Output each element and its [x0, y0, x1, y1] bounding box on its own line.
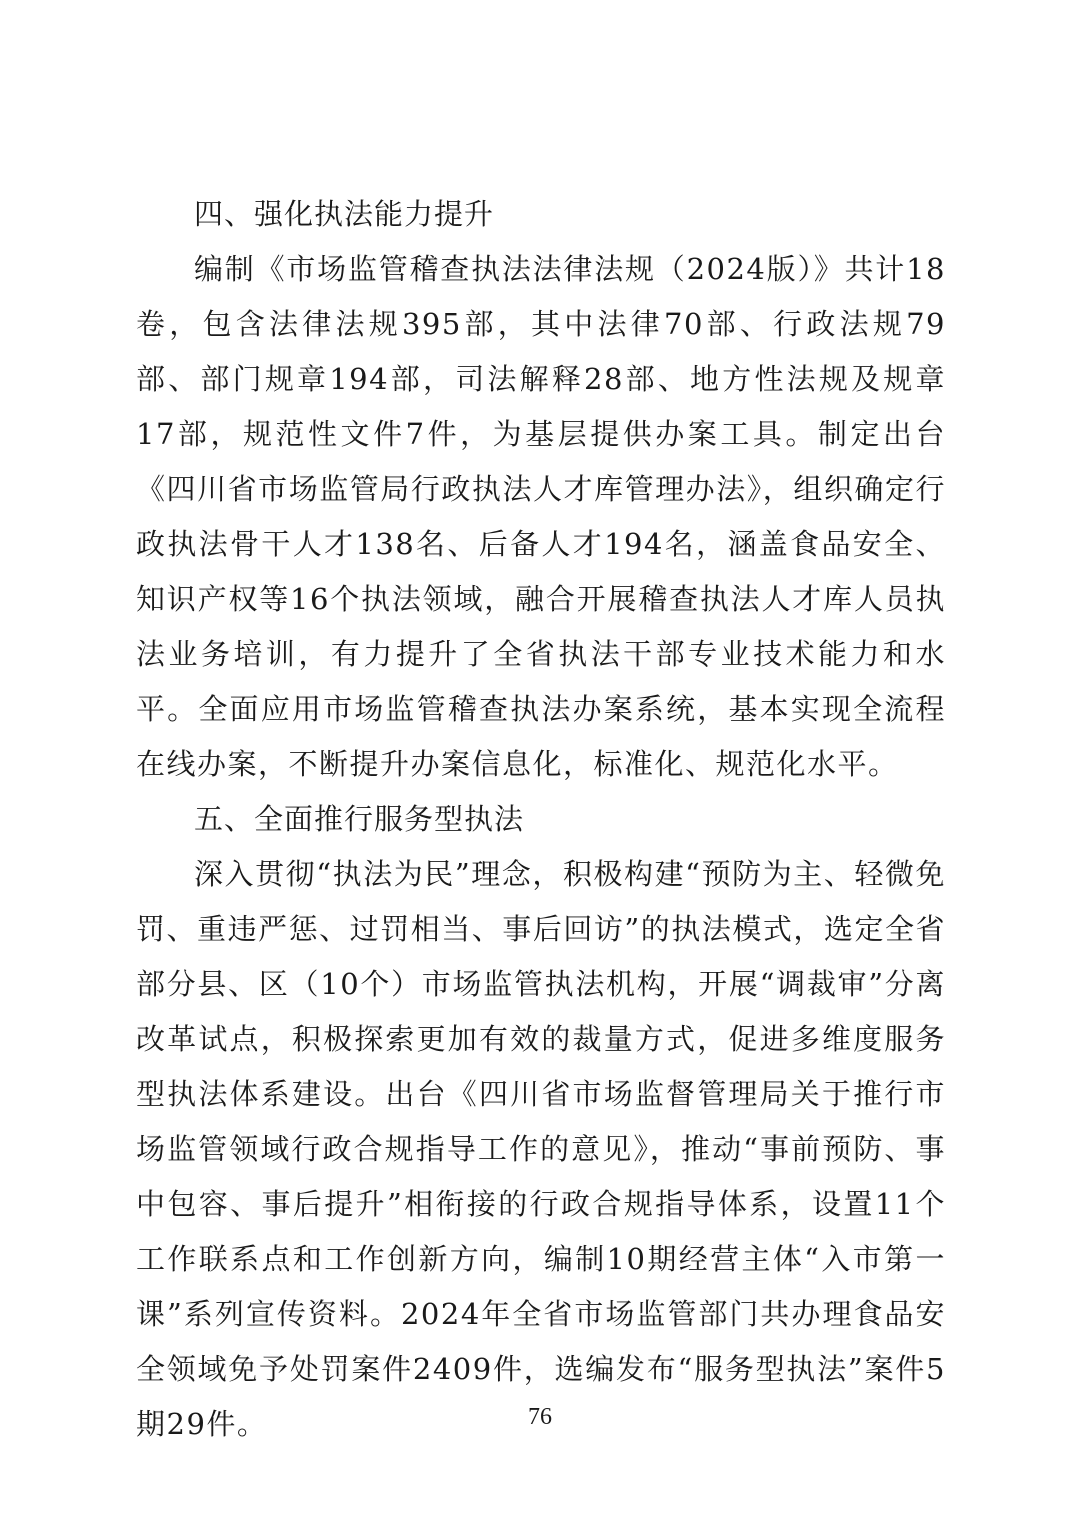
section-paragraph-4: 编制《市场监管稽查执法法律法规（2024版）》共计18卷，包含法律法规395部，其中法律70部、行政法规79部、部门规章194部，司法解释28部、地方性法规及规章17部，规范性文件7件，为基层提供办案工具。制定出台《四川省市场监管局行政执法人才库管理办法》，组织确定行政执法骨干人才138名、后备人才194名，涵盖食品安全、知识产权等16个执法领域，融合开展稽查执法人才库人员执法业务培训，有力提升了全省执法干部专业技术能力和水平。全面应用市场监管稽查执法办案系统，基本实现全流程在线办案，不断提升办案信息化，标准化、规范化水平。: [136, 252, 946, 781]
page-body: [136, 187, 946, 1452]
section-heading-4: 四、强化执法能力提升: [194, 197, 495, 231]
section-heading-5: 五、全面推行服务型执法: [194, 802, 525, 836]
page-number: 76: [528, 1404, 552, 1430]
section-paragraph-5: 深入贯彻“执法为民”理念，积极构建“预防为主、轻微免罚、重违严惩、过罚相当、事后回访”的执法模式，选定全省部分县、区（10个）市场监管执法机构，开展“调裁审”分离改革试点，积极探索更加有效的裁量方式，促进多维度服务型执法体系建设。出台《四川省市场监督管理局关于推行市场监管领域行政合规指导工作的意见》，推动“事前预防、事中包容、事后提升”相衔接的行政合规指导体系，设置11个工作联系点和工作创新方向，编制10期经营主体“入市第一课”系列宣传资料。2024年全省市场监管部门共办理食品安全领域免予处罚案件2409件，选编发布“服务型执法”案件5期29件。: [136, 857, 946, 1441]
